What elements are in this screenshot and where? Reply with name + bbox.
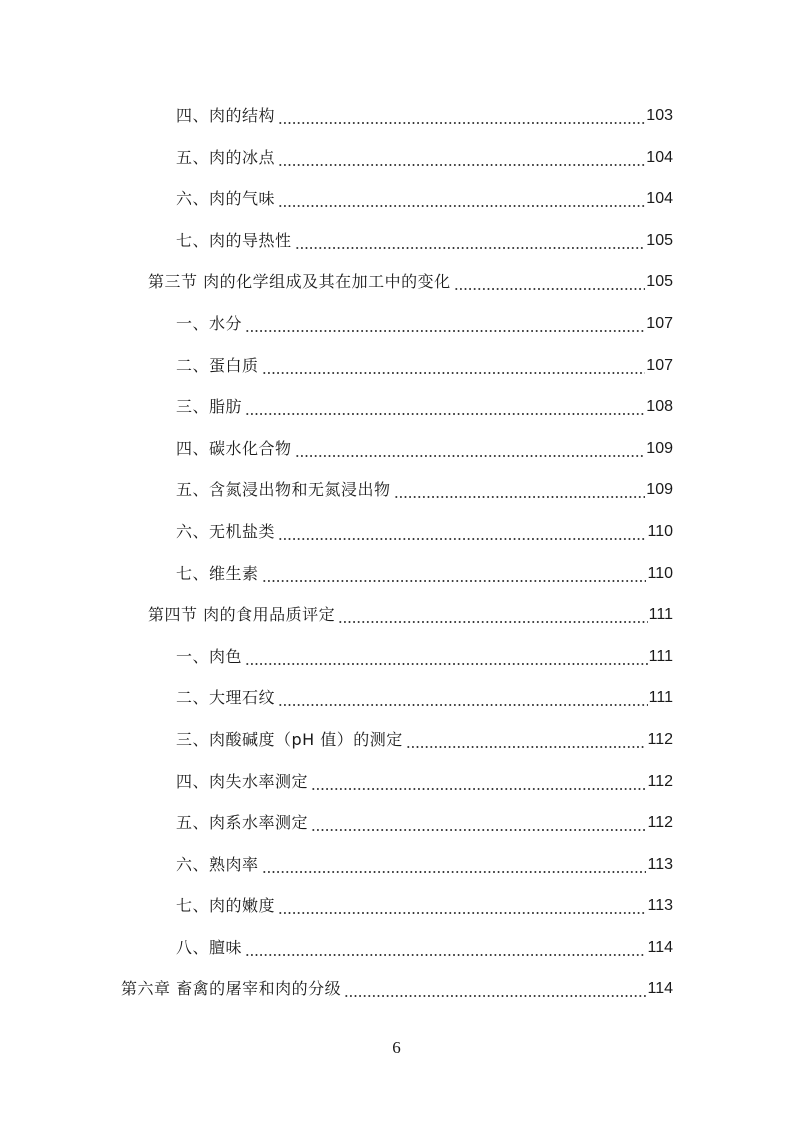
toc-entry-page: 111 bbox=[648, 689, 673, 707]
dot-leader bbox=[278, 520, 646, 544]
toc-entry[interactable] bbox=[0, 104, 793, 146]
toc-entry-title: 第六章 畜禽的屠宰和肉的分级 bbox=[121, 979, 342, 999]
toc-entry-title: 五、肉系水率测定 bbox=[176, 813, 309, 833]
dot-leader bbox=[262, 562, 647, 586]
toc-entry-page: 105 bbox=[646, 231, 673, 249]
toc-entry[interactable] bbox=[0, 146, 793, 188]
toc-entry-page: 110 bbox=[647, 564, 673, 582]
dot-leader bbox=[278, 104, 645, 128]
toc-entry[interactable] bbox=[0, 645, 793, 687]
toc-entry-title: 六、熟肉率 bbox=[176, 854, 259, 874]
toc-entry-page: 114 bbox=[647, 980, 673, 998]
toc-entry-page: 108 bbox=[646, 398, 673, 416]
toc-entry[interactable] bbox=[0, 395, 793, 437]
toc-entry[interactable] bbox=[0, 562, 793, 604]
toc-entry[interactable] bbox=[0, 770, 793, 812]
toc-entry[interactable] bbox=[0, 811, 793, 853]
toc-entry-title: 四、肉的结构 bbox=[176, 106, 276, 125]
table-of-contents bbox=[0, 104, 793, 1019]
toc-entry-page: 109 bbox=[646, 439, 673, 457]
dot-leader bbox=[311, 770, 646, 794]
toc-entry-title: 七、肉的嫩度 bbox=[176, 896, 276, 916]
toc-entry-title: 二、蛋白质 bbox=[176, 355, 259, 375]
toc-entry-title: 第三节 肉的化学组成及其在加工中的变化 bbox=[148, 272, 451, 292]
toc-entry-page: 104 bbox=[646, 148, 673, 166]
toc-entry-title: 七、肉的导热性 bbox=[176, 230, 292, 250]
toc-entry-title: 六、无机盐类 bbox=[176, 521, 276, 541]
toc-entry-page: 111 bbox=[648, 647, 673, 665]
dot-leader bbox=[245, 645, 648, 669]
toc-entry-title: 第四节 肉的食用品质评定 bbox=[148, 605, 336, 625]
toc-entry-page: 113 bbox=[647, 855, 673, 873]
toc-entry[interactable] bbox=[0, 936, 793, 978]
dot-leader bbox=[454, 270, 646, 294]
dot-leader bbox=[344, 977, 646, 1001]
toc-entry-page: 110 bbox=[647, 522, 673, 540]
dot-leader bbox=[295, 229, 646, 253]
toc-entry-page: 113 bbox=[647, 897, 673, 915]
dot-leader bbox=[262, 853, 647, 877]
toc-entry[interactable] bbox=[0, 229, 793, 271]
toc-entry-title: 一、水分 bbox=[176, 313, 243, 333]
toc-entry-page: 107 bbox=[646, 356, 673, 374]
dot-leader bbox=[278, 686, 648, 710]
toc-entry-title: 三、脂肪 bbox=[176, 397, 243, 417]
toc-entry[interactable] bbox=[0, 437, 793, 479]
toc-entry-title: 三、肉酸碱度（pH 值）的测定 bbox=[176, 729, 403, 749]
dot-leader bbox=[338, 603, 648, 627]
dot-leader bbox=[278, 894, 646, 918]
toc-entry-title: 四、碳水化合物 bbox=[176, 438, 292, 458]
dot-leader bbox=[262, 354, 646, 378]
toc-entry[interactable] bbox=[0, 686, 793, 728]
toc-entry-title: 五、含氮浸出物和无氮浸出物 bbox=[176, 480, 391, 500]
toc-entry-title: 八、膻味 bbox=[176, 937, 243, 957]
toc-entry-page: 112 bbox=[647, 730, 673, 748]
toc-entry-title: 五、肉的冰点 bbox=[176, 147, 276, 167]
toc-entry-page: 111 bbox=[648, 606, 673, 624]
toc-entry-page: 112 bbox=[647, 814, 673, 832]
dot-leader bbox=[406, 728, 647, 752]
dot-leader bbox=[295, 437, 646, 461]
toc-entry[interactable] bbox=[0, 894, 793, 936]
dot-leader bbox=[311, 811, 646, 835]
dot-leader bbox=[278, 187, 645, 211]
toc-entry-page: 104 bbox=[646, 190, 673, 208]
toc-chapter-entry[interactable] bbox=[0, 977, 793, 1019]
dot-leader bbox=[394, 478, 646, 502]
toc-entry[interactable] bbox=[0, 520, 793, 562]
toc-entry-page: 105 bbox=[646, 273, 673, 291]
toc-entry[interactable] bbox=[0, 478, 793, 520]
toc-entry[interactable] bbox=[0, 354, 793, 396]
toc-entry-page: 109 bbox=[646, 481, 673, 499]
dot-leader bbox=[245, 936, 646, 960]
toc-entry[interactable] bbox=[0, 853, 793, 895]
toc-entry-title: 七、维生素 bbox=[176, 563, 259, 583]
toc-entry-page: 114 bbox=[647, 938, 673, 956]
page-number: 6 bbox=[392, 1038, 401, 1057]
toc-entry[interactable] bbox=[0, 728, 793, 770]
dot-leader bbox=[278, 146, 645, 170]
dot-leader bbox=[245, 312, 645, 336]
dot-leader bbox=[245, 395, 645, 419]
toc-entry-page: 112 bbox=[647, 772, 673, 790]
toc-entry-title: 六、肉的气味 bbox=[176, 189, 276, 209]
toc-section-entry[interactable] bbox=[0, 603, 793, 645]
toc-entry-title: 一、肉色 bbox=[176, 646, 243, 666]
toc-entry[interactable] bbox=[0, 312, 793, 354]
toc-section-entry[interactable] bbox=[0, 270, 793, 312]
toc-entry-title: 二、大理石纹 bbox=[176, 688, 276, 708]
toc-entry-page: 103 bbox=[646, 107, 673, 124]
toc-entry-page: 107 bbox=[646, 314, 673, 332]
toc-entry-title: 四、肉失水率测定 bbox=[176, 771, 309, 791]
toc-entry[interactable] bbox=[0, 187, 793, 229]
